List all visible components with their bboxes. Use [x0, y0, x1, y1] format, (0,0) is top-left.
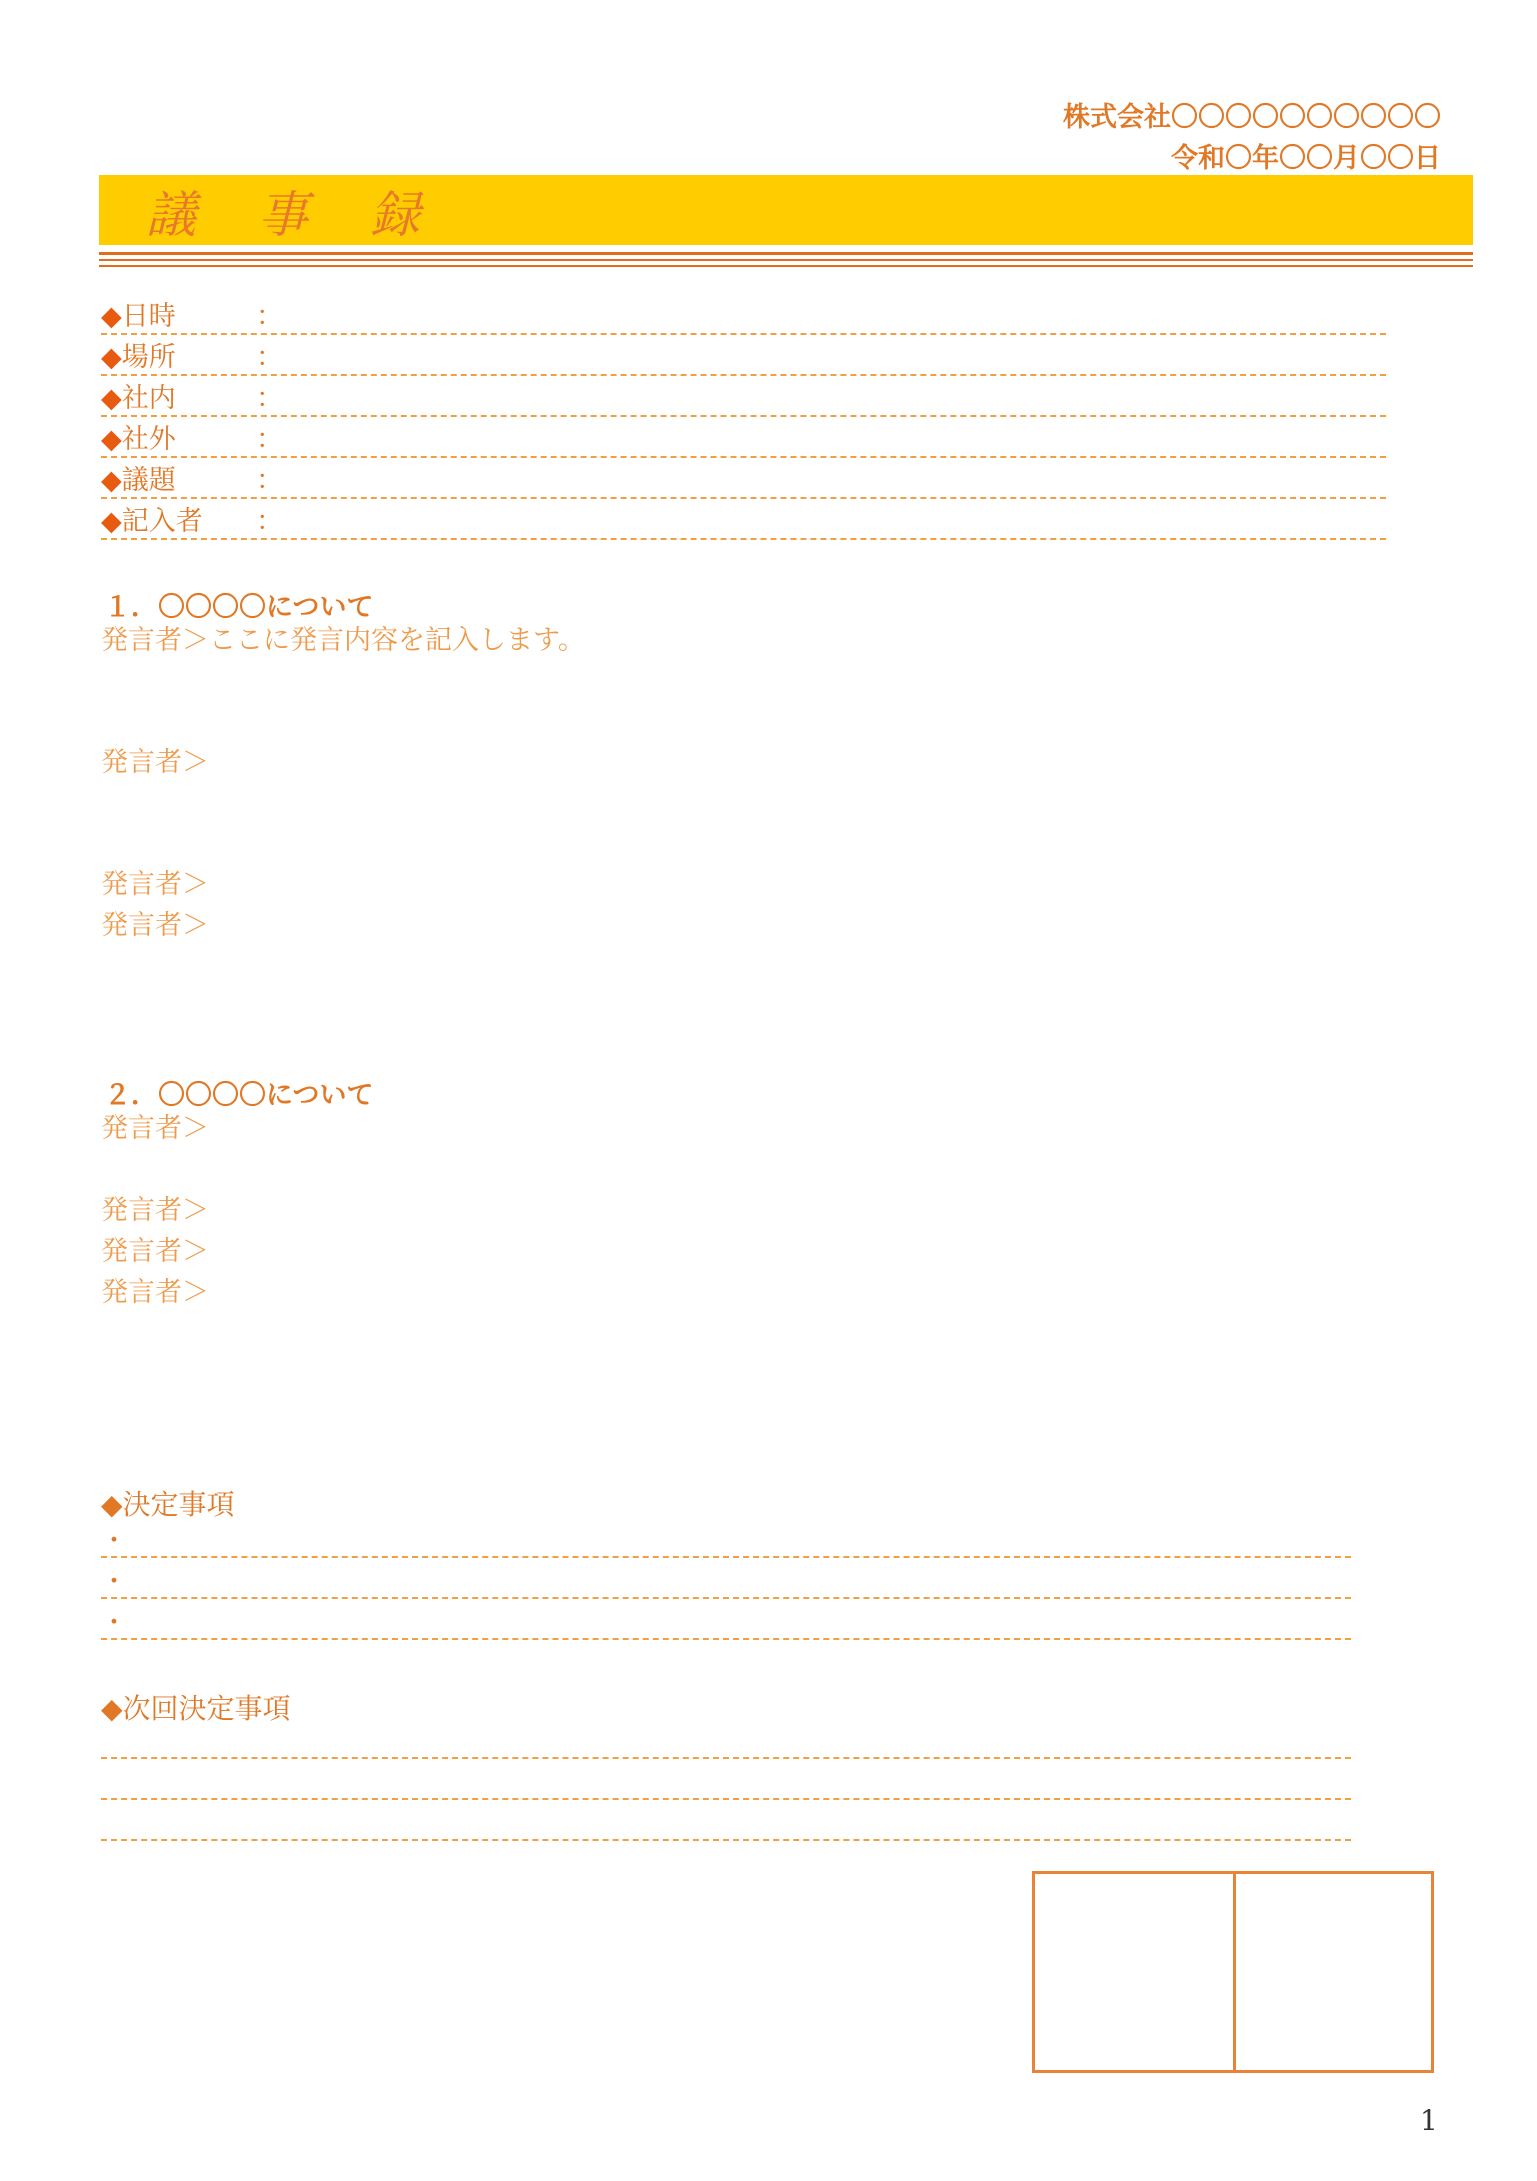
- speaker-line: 発言者＞: [101, 910, 209, 941]
- decision-bullet-row: [101, 1567, 1351, 1599]
- next-decision-line: [101, 1798, 1351, 1800]
- info-colon: ：: [256, 342, 283, 373]
- info-label: 日時: [121, 301, 176, 332]
- speaker-line: 発言者＞: [101, 1277, 209, 1308]
- stamp-cell-right: [1236, 1874, 1434, 2070]
- diamond-icon: ◆: [101, 342, 122, 373]
- info-colon: ：: [256, 424, 283, 455]
- speaker-line: 発言者＞ここに発言内容を記入します。: [101, 625, 585, 656]
- diamond-icon: ◆: [101, 465, 122, 496]
- diamond-icon: ◆: [101, 301, 122, 332]
- speaker-line: 発言者＞: [101, 1113, 209, 1144]
- decision-bullet-row: [101, 1526, 1351, 1558]
- speaker-line: 発言者＞: [101, 747, 209, 778]
- info-label: 記入者: [121, 506, 203, 537]
- page-number: 1: [1420, 2104, 1438, 2137]
- bullet: ・: [101, 1608, 128, 1638]
- info-row-recorder: [101, 506, 1386, 540]
- stamp-cell-left: [1035, 1874, 1236, 2070]
- diamond-icon: ◆: [101, 506, 122, 537]
- info-row-agenda: [101, 465, 1386, 499]
- diamond-icon: ◆: [101, 383, 122, 414]
- speaker-line: 発言者＞: [101, 869, 209, 900]
- info-label: 議題: [121, 465, 176, 496]
- title-underline-2: [99, 259, 1473, 261]
- info-colon: ：: [256, 506, 283, 537]
- info-row-external: [101, 424, 1386, 458]
- next-decision-line: [101, 1839, 1351, 1841]
- info-colon: ：: [256, 301, 283, 332]
- info-label: 社内: [121, 383, 176, 414]
- company-name: 株式会社〇〇〇〇〇〇〇〇〇〇: [1063, 102, 1441, 133]
- speaker-line: 発言者＞: [101, 1236, 209, 1267]
- bullet: ・: [101, 1526, 128, 1556]
- bullet: ・: [101, 1567, 128, 1597]
- decision-bullet-row: [101, 1608, 1351, 1640]
- info-row-place: [101, 342, 1386, 376]
- info-label: 場所: [121, 342, 176, 373]
- diamond-icon: ◆: [101, 424, 122, 455]
- section-heading-2: ２．〇〇〇〇について: [104, 1080, 374, 1111]
- info-colon: ：: [256, 383, 283, 414]
- title-underline-1: [99, 252, 1473, 255]
- title-underline-3: [99, 265, 1473, 267]
- next-decision-line: [101, 1757, 1351, 1759]
- info-row-internal: [101, 383, 1386, 417]
- next-decisions-heading: ◆次回決定事項: [101, 1692, 291, 1725]
- speaker-line: 発言者＞: [101, 1195, 209, 1226]
- info-row-datetime: [101, 301, 1386, 335]
- document-date: 令和〇年〇〇月〇〇日: [1171, 143, 1441, 174]
- info-colon: ：: [256, 465, 283, 496]
- decisions-heading: ◆決定事項: [101, 1488, 235, 1521]
- approval-stamp-box: [1032, 1871, 1434, 2073]
- section-heading-1: １．〇〇〇〇について: [104, 592, 374, 623]
- page-title: 議事録: [146, 186, 482, 244]
- info-label: 社外: [121, 424, 176, 455]
